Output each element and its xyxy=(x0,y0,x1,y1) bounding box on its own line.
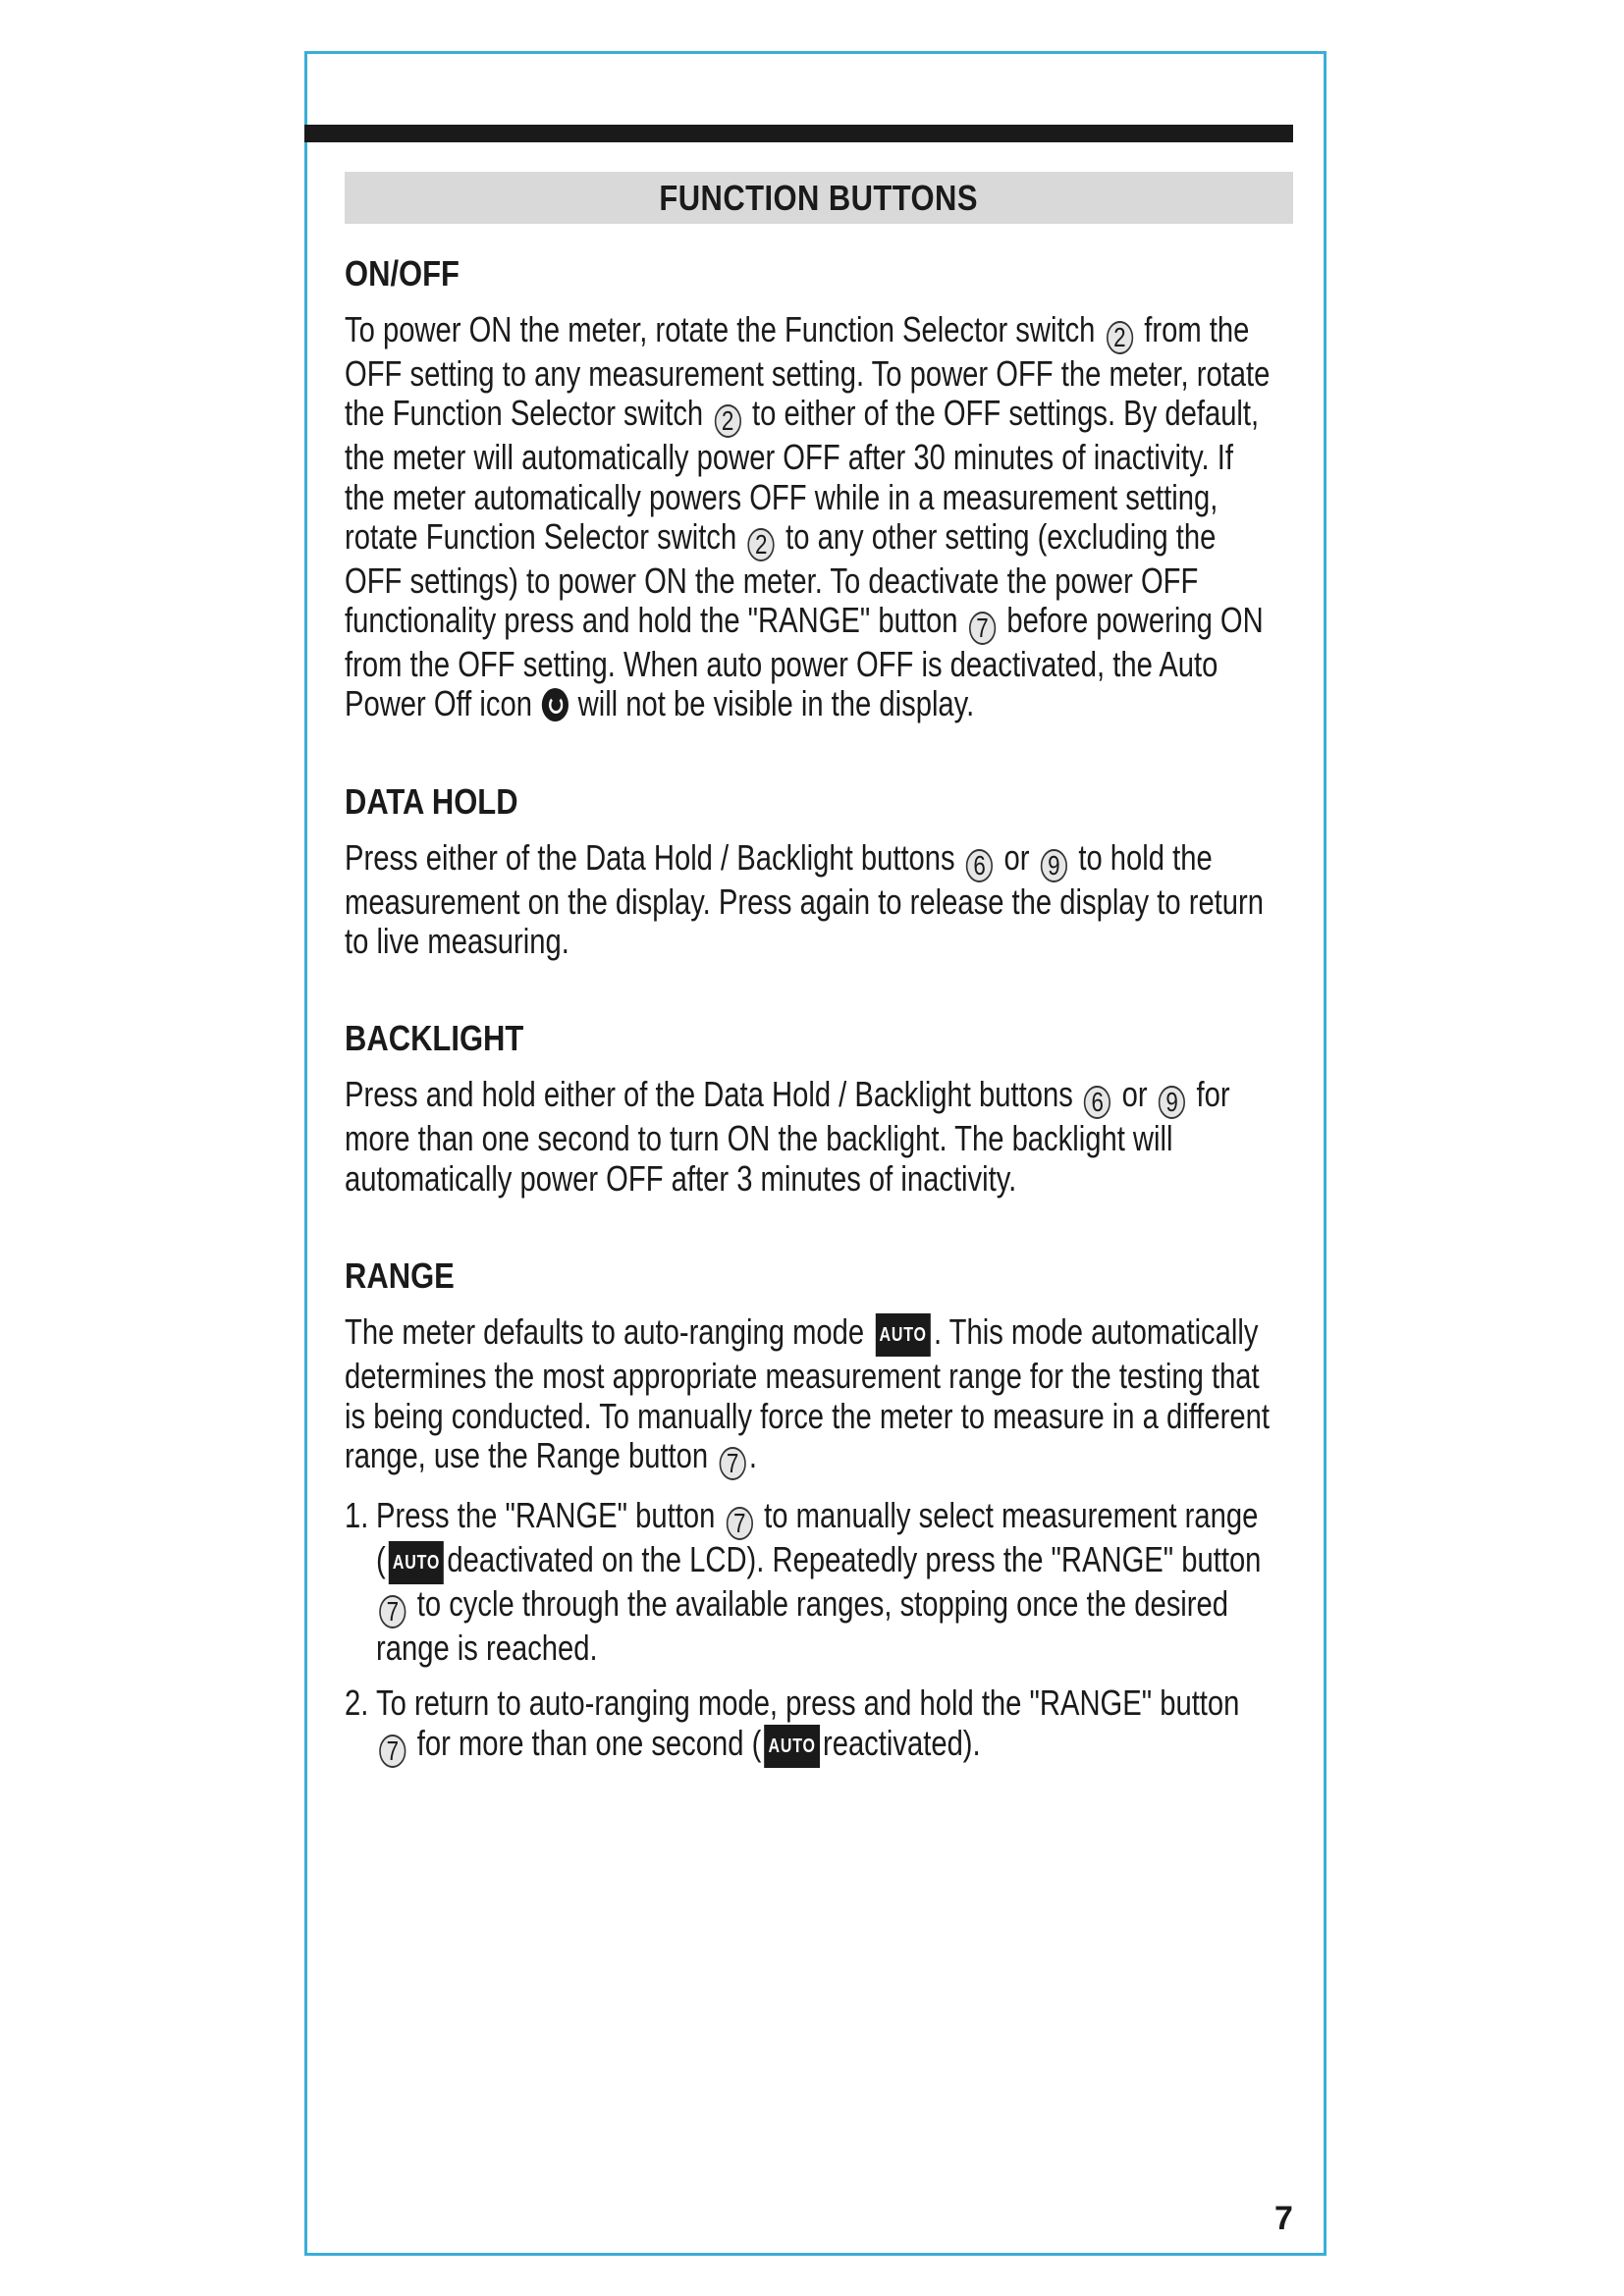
section-data-hold xyxy=(345,781,1297,962)
page-content xyxy=(345,253,1297,1825)
body-text: to hold the measurement on the display. Press again to release the display to return to live measuring. xyxy=(345,836,1264,962)
body-text: from the OFF setting to any measurement setting. To power OFF the meter, rotate the Function Selector switch xyxy=(345,309,1271,434)
callout-number-icon: 7 xyxy=(379,1595,406,1629)
section-body xyxy=(345,838,1271,962)
body-text: Press and hold either of the Data Hold / Backlight buttons xyxy=(345,1074,1073,1115)
section-body xyxy=(345,1312,1271,1480)
auto-range-icon: AUTO xyxy=(389,1541,444,1584)
section-onoff xyxy=(345,253,1297,724)
body-text: . xyxy=(748,1434,757,1475)
list-item xyxy=(345,1683,1271,1768)
section-heading: BACKLIGHT xyxy=(345,1018,524,1059)
section-body xyxy=(345,310,1271,724)
list-text xyxy=(376,1683,1271,1768)
auto-power-off-icon xyxy=(542,688,568,721)
banner-title: FUNCTION BUTTONS xyxy=(659,177,979,218)
body-text: reactivated). xyxy=(822,1722,981,1763)
callout-number-icon: 7 xyxy=(379,1735,406,1768)
top-rule xyxy=(304,125,1293,142)
callout-number-icon: 6 xyxy=(1084,1086,1110,1119)
body-text: Press the "RANGE" button xyxy=(376,1494,716,1535)
list-number: 1. xyxy=(345,1494,369,1535)
section-heading: ON/OFF xyxy=(345,253,460,294)
callout-number-icon: 2 xyxy=(1107,321,1133,354)
callout-number-icon: 7 xyxy=(719,1447,745,1480)
body-text: to cycle through the available ranges, stopping once the desired range is reached. xyxy=(376,1583,1228,1669)
body-text: will not be visible in the display. xyxy=(577,683,975,724)
callout-number-icon: 2 xyxy=(715,404,741,438)
body-text: before powering ON from the OFF setting. When auto power OFF is deactivated, the Auto Power Off icon xyxy=(345,600,1264,724)
body-text: To power ON the meter, rotate the Function Selector switch xyxy=(345,309,1096,349)
callout-number-icon: 6 xyxy=(966,849,993,882)
auto-range-icon: AUTO xyxy=(875,1313,930,1357)
section-body xyxy=(345,1075,1271,1199)
body-text: Press either of the Data Hold / Backlight buttons xyxy=(345,836,955,878)
callout-number-icon: 9 xyxy=(1041,849,1067,882)
section-range xyxy=(345,1255,1297,1768)
body-text: to manually select measurement range ( xyxy=(376,1494,1259,1579)
body-text: for more than one second to turn ON the backlight. The backlight will automatically power OFF after 3 minutes of inactivity. xyxy=(345,1074,1230,1199)
callout-number-icon: 7 xyxy=(969,612,996,645)
section-heading: DATA HOLD xyxy=(345,780,518,822)
list-item xyxy=(345,1496,1271,1669)
body-text: or xyxy=(1003,836,1030,878)
body-text: to any other setting (excluding the OFF settings) to power ON the meter. To deactivate the power OFF functionality press and hold the "RANGE" button xyxy=(345,515,1217,641)
page-number: 7 xyxy=(1274,2200,1293,2237)
body-text: or xyxy=(1121,1074,1148,1115)
auto-range-icon: AUTO xyxy=(765,1725,820,1768)
list-number: 2. xyxy=(345,1682,369,1724)
body-text: deactivated on the LCD). Repeatedly press the "RANGE" button xyxy=(447,1538,1262,1579)
section-banner xyxy=(345,172,1293,224)
callout-number-icon: 2 xyxy=(748,528,775,561)
section-heading: RANGE xyxy=(345,1255,455,1296)
callout-number-icon: 7 xyxy=(727,1507,753,1540)
body-text: The meter defaults to auto-ranging mode xyxy=(345,1310,865,1352)
body-text: to either of the OFF settings. By default, the meter will automatically power OFF after 30 minutes of inactivity. If the meter automatically powers OFF while in a measurement setting, rotate Function Selector switch xyxy=(345,393,1260,557)
body-text: . This mode automatically determines the most appropriate measurement range for the testing that is being conducted. To manually force the meter to measure in a different range, use the Range button xyxy=(345,1310,1270,1475)
body-text: To return to auto-ranging mode, press and hold the "RANGE" button xyxy=(376,1682,1240,1724)
callout-number-icon: 9 xyxy=(1159,1086,1185,1119)
list-text xyxy=(376,1496,1271,1669)
section-backlight xyxy=(345,1018,1297,1199)
body-text: for more than one second ( xyxy=(416,1722,762,1763)
